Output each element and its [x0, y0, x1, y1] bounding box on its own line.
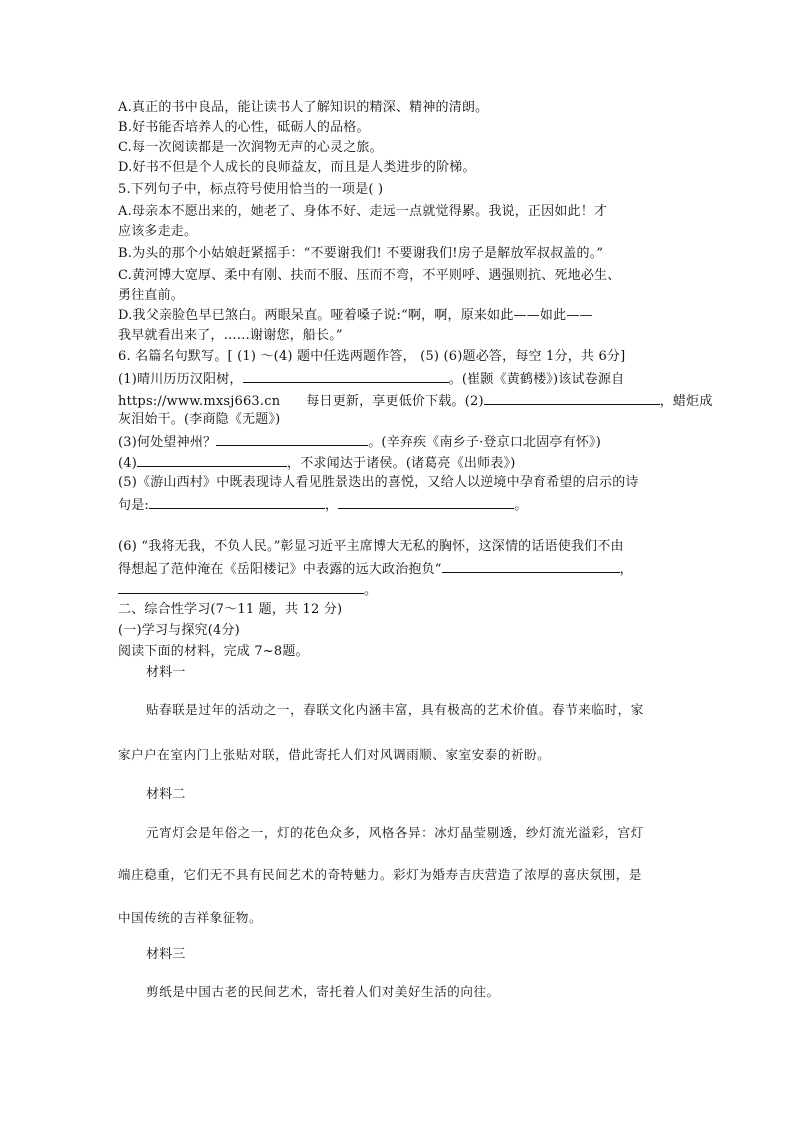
material-2-para-line1: 元宵灯会是年俗之一，灯的花色众多，风格各异：冰灯晶莹剔透，纱灯流光溢彩，宫灯 — [146, 825, 644, 840]
q5-option-d-line2: 我早就看出来了，……谢谢您，船长。” — [118, 328, 343, 343]
material-3-title: 材料三 — [146, 947, 186, 962]
material-2-title: 材料二 — [146, 787, 186, 802]
answer-blank[interactable] — [442, 558, 620, 573]
answer-blank[interactable] — [137, 452, 287, 467]
answer-blank[interactable] — [243, 368, 449, 383]
q6-line8: (6) “我将无我，不负人民。”彰显习近平主席博大无私的胸怀，这深情的话语使我们不由 — [118, 539, 624, 554]
q5-option-c-line2: 勇往直前。 — [118, 288, 185, 303]
answer-blank[interactable] — [216, 431, 368, 446]
q4-option-d: D.好书不但是个人成长的良师益友，而且是人类进步的阶梯。 — [118, 160, 476, 175]
q6-line2: https://www.mxsj663.cn 每日更新，享更低价下载。(2) ，蜡炬成 — [118, 390, 678, 412]
q5-option-a-line1: A.母亲本不愿出来的，她老了、身体不好、走远一点就觉得累。我说，正因如此！才 — [118, 204, 608, 219]
answer-blank[interactable] — [149, 494, 325, 509]
answer-blank[interactable] — [338, 494, 514, 509]
q4-option-b: B.好书能否培养人的心性，砥砺人的品格。 — [118, 120, 370, 135]
answer-blank[interactable] — [484, 390, 660, 405]
material-3-para-line1: 剪纸是中国古老的民间艺术，寄托着人们对美好生活的向往。 — [146, 984, 500, 999]
q6-line1: (1)晴川历历汉阳树， 。(崔颢《黄鹤楼》)该试卷源自 — [118, 368, 678, 390]
q6-line4: (3)何处望神州？ 。(辛弃疾《南乡子·登京口北固亭有怀》) — [118, 431, 678, 453]
material-2-para-line3: 中国传统的吉祥象征物。 — [118, 910, 263, 925]
q5-option-b: B.为头的那个小姑娘赶紧摇手：“不要谢我们! 不要谢我们!房子是解放军叔叔盖的。” — [118, 246, 604, 261]
section2-title: 二、综合性学习(7～11 题，共 12 分) — [118, 602, 343, 617]
q6-line7: 句是: ， 。 — [118, 494, 678, 516]
material-1-para-line1: 贴春联是过年的活动之一，春联文化内涵丰富，具有极高的艺术价值。春节来临时，家 — [146, 702, 644, 717]
material-1-para-line2: 家户户在室内门上张贴对联，借此寄托人们对风调雨顺、家室安泰的祈盼。 — [118, 747, 551, 762]
q6-line9: 得想起了范仲淹在《岳阳楼记》中表露的远大政治抱负“ ， — [118, 558, 678, 580]
q6-line6: (5)《游山西村》中既表现诗人看见胜景迭出的喜悦，又给人以逆境中孕育希望的启示的诗 — [118, 475, 639, 490]
answer-blank[interactable] — [118, 579, 364, 594]
q4-option-a: A.真正的书中良品，能让读书人了解知识的精深、精神的清朗。 — [118, 100, 489, 115]
q6-line3: 灰泪始干。(李商隐《无题》) — [118, 412, 281, 427]
q6-line5: (4) ，不求闻达于诸侯。(诸葛亮《出师表》) — [118, 452, 678, 474]
q5-option-d-line1: D.我父亲脸色早已煞白。两眼呆直。哑着嗓子说:“啊，啊，原来如此——如此—— — [118, 308, 593, 323]
section2-intro: 阅读下面的材料，完成 7~8题。 — [118, 644, 309, 659]
q6-stem: 6. 名篇名句默写。[ (1) ～(4) 题中任选两题作答， (5) (6)题必答，每空 1分，共 6分] — [118, 349, 626, 364]
q4-option-c: C.每一次阅读都是一次润物无声的心灵之旅。 — [118, 140, 383, 155]
q5-option-a-line2: 应该多走走。 — [118, 224, 198, 239]
q5-option-c-line1: C.黄河博大宽厚、柔中有刚、扶而不服、压而不弯，不平则呼、遇强则抗、死地必生、 — [118, 268, 621, 283]
material-1-title: 材料一 — [146, 665, 186, 680]
material-2-para-line2: 端庄稳重，它们无不具有民间艺术的奇特魅力。彩灯为婚寿吉庆营造了浓厚的喜庆氛围，是 — [118, 867, 643, 882]
q5-stem: 5.下列句子中，标点符号使用恰当的一项是( ) — [118, 182, 384, 197]
section2-subtitle: (一)学习与探究(4分) — [118, 623, 240, 638]
q6-line10: 。 — [118, 579, 678, 601]
